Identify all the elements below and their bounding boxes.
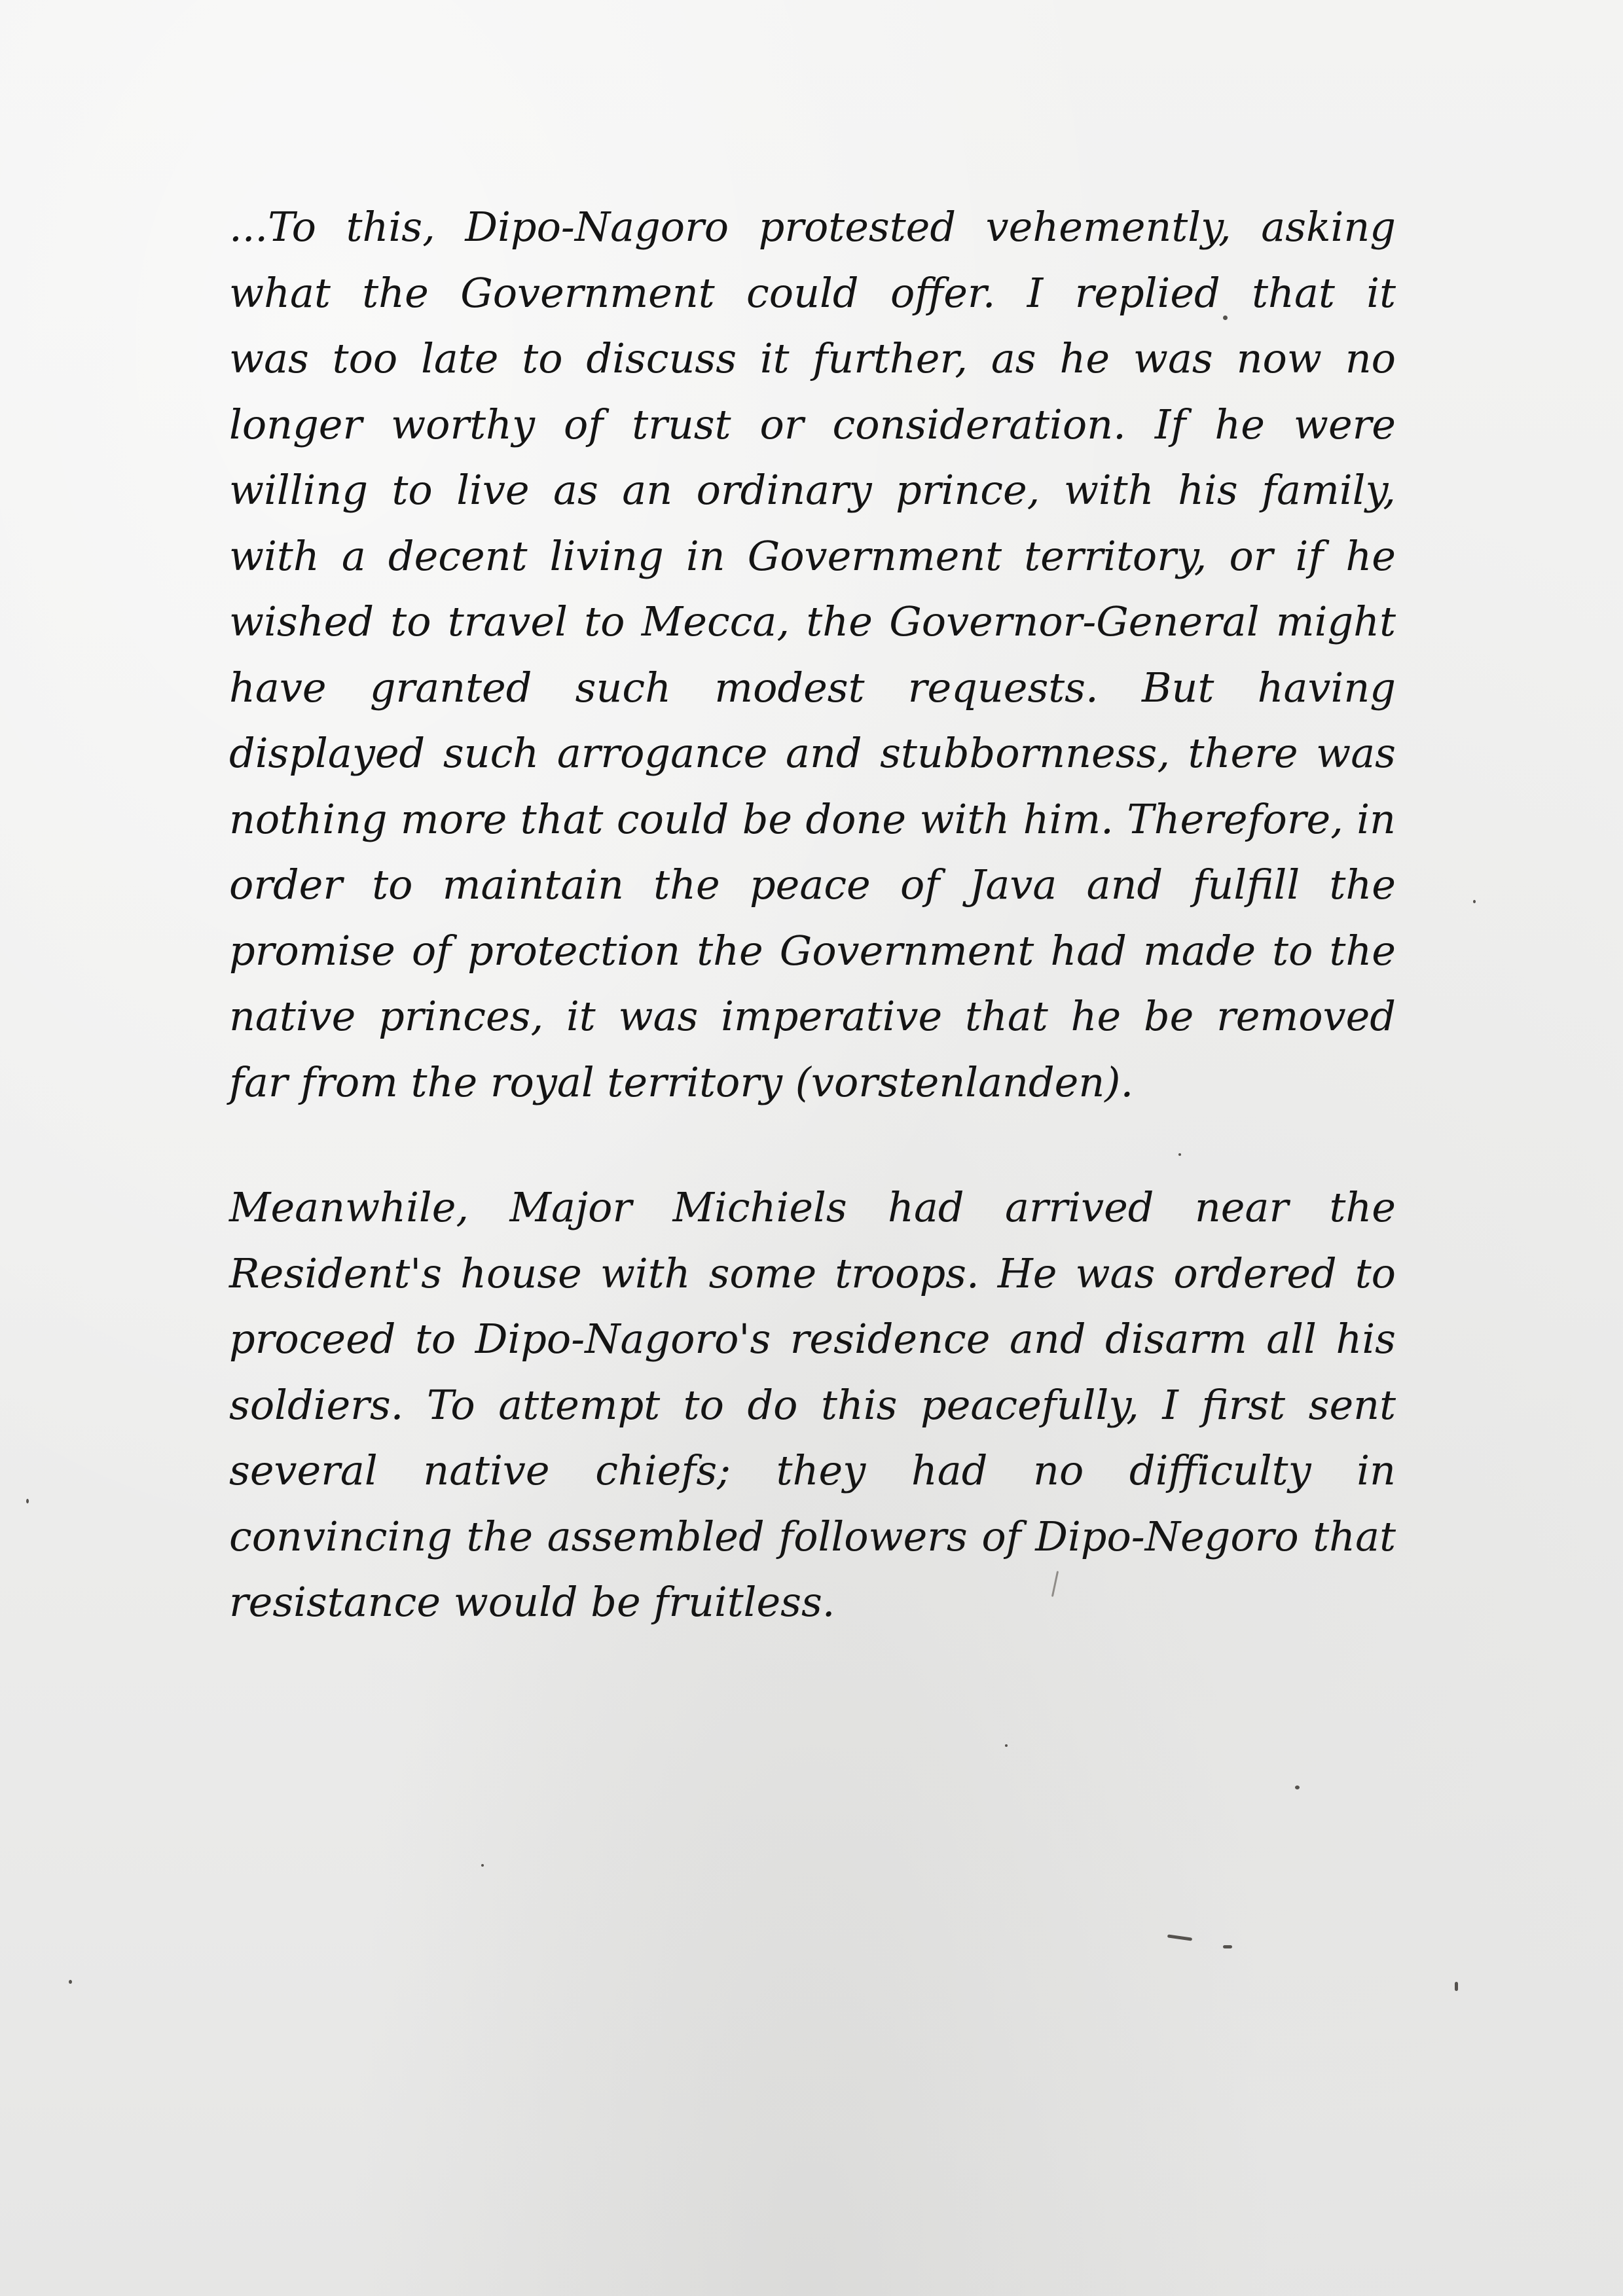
text-line: willing to live as an ordinary prince, with his family, — [229, 466, 1396, 514]
text-line: Meanwhile, Major Michiels had arrived near the — [229, 1183, 1396, 1231]
text-line: what the Government could offer. I replied that it — [229, 268, 1396, 317]
text-line: proceed to Dipo-Nagoro's residence and disarm all his — [229, 1315, 1396, 1363]
text-line: native princes, it was imperative that he be removed — [229, 992, 1396, 1040]
text-line: soldiers. To attempt to do this peacefully, I first sent — [229, 1380, 1396, 1429]
text-line: was too late to discuss it further, as he was now no — [229, 334, 1396, 382]
text-line: displayed such arrogance and stubbornness, there was — [229, 729, 1396, 777]
text-line: convincing the assembled followers of Dipo-Negoro that — [229, 1512, 1396, 1560]
text-line: have granted such modest requests. But having — [229, 663, 1396, 711]
paper-speck — [1455, 1982, 1458, 1991]
paper-speck — [69, 1980, 72, 1984]
paragraph-1 — [229, 194, 1396, 1115]
paper-speck — [481, 1864, 484, 1867]
text-line: promise of protection the Government had made to the — [229, 926, 1396, 975]
paper-speck — [1167, 1934, 1192, 1941]
text-line: with a decent living in Government territory, or if he — [229, 531, 1396, 580]
paragraph-2 — [229, 1175, 1396, 1636]
paper-speck — [1295, 1785, 1300, 1789]
text-line: longer worthy of trust or consideration. If he were — [229, 400, 1396, 448]
paper-speck — [26, 1499, 29, 1503]
text-line: resistance would be fruitless. — [229, 1578, 835, 1626]
paper-speck — [1005, 1744, 1008, 1747]
text-line: Resident's house with some troops. He was ordered to — [229, 1249, 1396, 1297]
text-line: nothing more that could be done with him. Therefore, in — [229, 795, 1396, 843]
text-line: wished to travel to Mecca, the Governor-General might — [229, 598, 1396, 645]
text-line: several native chiefs; they had no difficulty in — [229, 1446, 1396, 1494]
text-line: far from the royal territory (vorstenlanden). — [229, 1058, 1134, 1106]
paper-speck — [1473, 900, 1476, 903]
paper-speck — [1178, 1153, 1181, 1156]
paper-speck — [1223, 1945, 1232, 1948]
text-line: ...To this, Dipo-Nagoro protested vehemently, asking — [229, 203, 1396, 251]
text-line: order to maintain the peace of Java and fulfill the — [229, 861, 1396, 908]
